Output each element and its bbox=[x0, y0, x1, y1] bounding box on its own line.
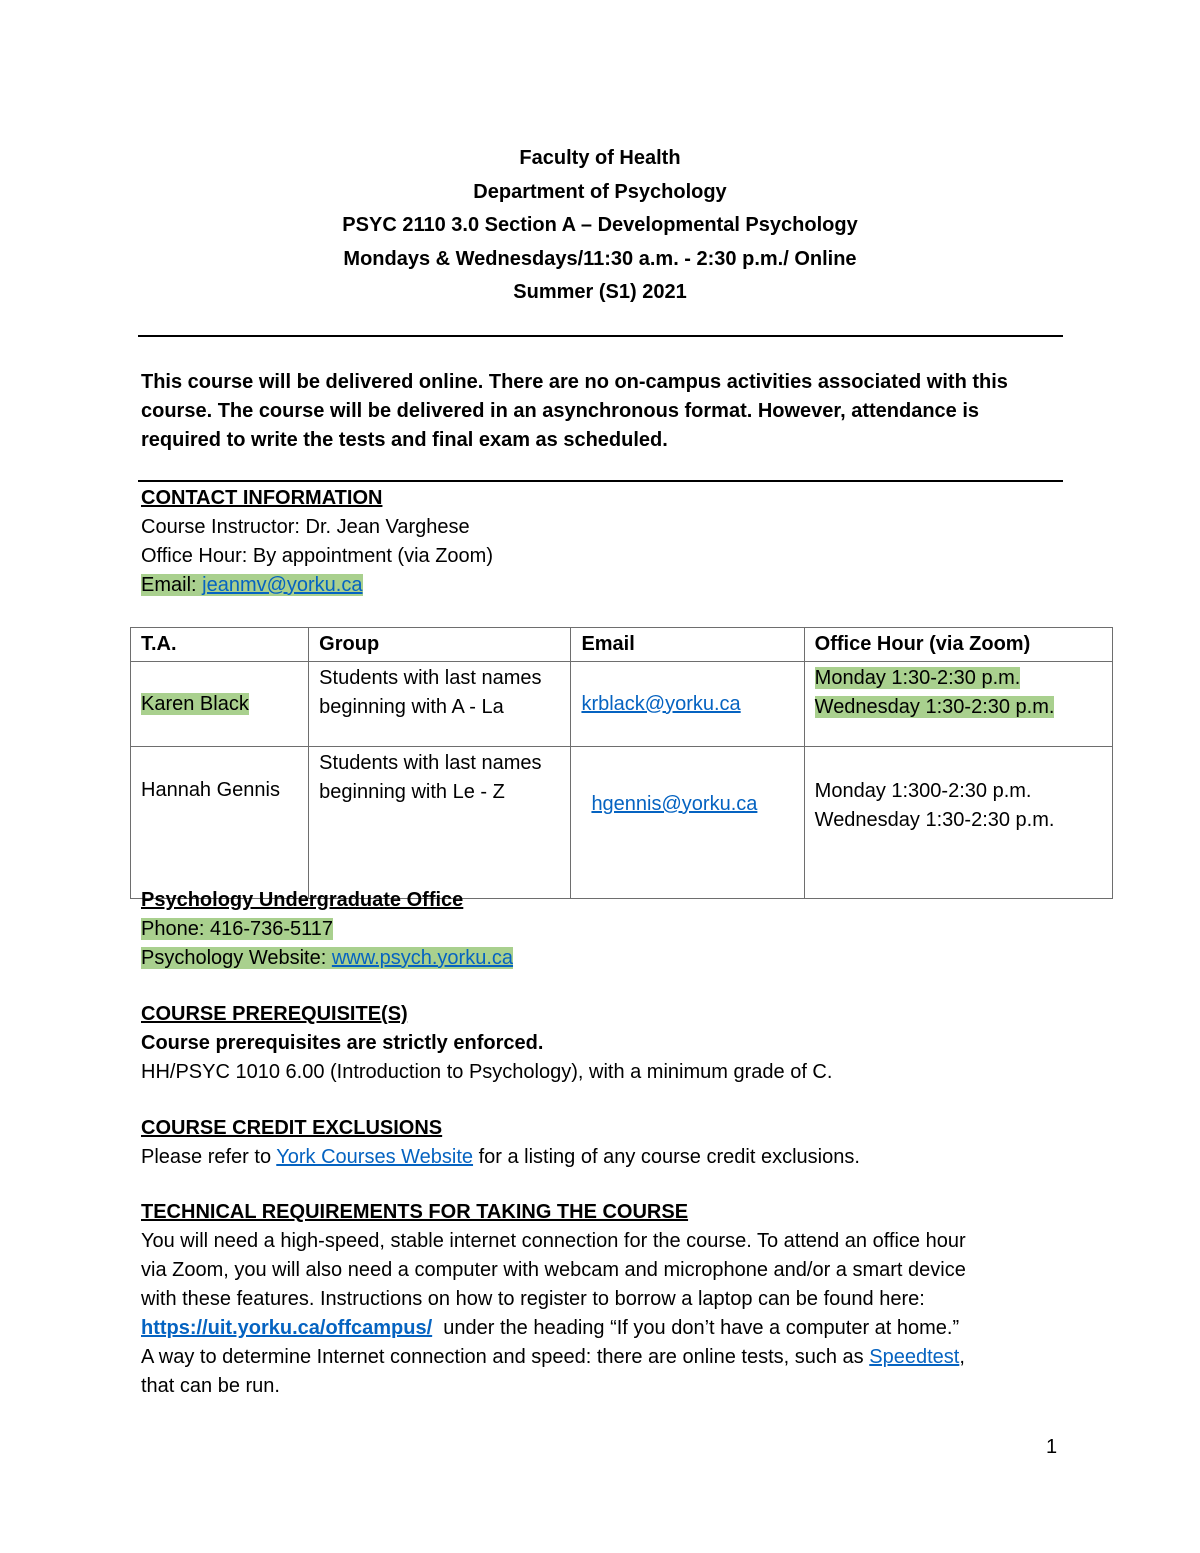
phone-line: Phone: 416-736-5117 bbox=[141, 918, 334, 940]
prereq-heading: COURSE PREREQUISITE(S) bbox=[141, 1003, 408, 1025]
page-number: 1 bbox=[1046, 1436, 1058, 1458]
col-header-group: Group bbox=[309, 628, 571, 662]
course-schedule: Mondays & Wednesdays/11:30 a.m. - 2:30 p.m./ Online bbox=[343, 247, 857, 270]
divider-top bbox=[138, 335, 1063, 337]
email-line bbox=[141, 571, 1071, 600]
hours-line: Monday 1:30-2:30 p.m. bbox=[814, 667, 1021, 689]
psych-website-link[interactable]: www.psych.yorku.ca bbox=[331, 947, 514, 969]
prereq-section bbox=[141, 1000, 1071, 1087]
technical-line: via Zoom, you will also need a computer with webcam and microphone and/or a smart device bbox=[141, 1259, 966, 1281]
exclusions-section bbox=[141, 1114, 1071, 1172]
technical-line bbox=[141, 1314, 1071, 1343]
table-row bbox=[131, 662, 1113, 747]
email-cell bbox=[571, 662, 804, 747]
exclusions-text-before: Please refer to bbox=[141, 1146, 277, 1168]
col-header-office-hour: Office Hour (via Zoom) bbox=[804, 628, 1112, 662]
offcampus-link[interactable]: https://uit.yorku.ca/offcampus/ bbox=[141, 1317, 433, 1339]
ta-table-header-row bbox=[131, 628, 1113, 662]
psych-office-section bbox=[141, 886, 1071, 973]
office-hour-line: Office Hour: By appointment (via Zoom) bbox=[141, 545, 493, 567]
course-term: Summer (S1) 2021 bbox=[513, 281, 687, 303]
speed-text-after: , bbox=[959, 1346, 965, 1368]
prereq-detail: HH/PSYC 1010 6.00 (Introduction to Psychology), with a minimum grade of C. bbox=[141, 1061, 833, 1083]
department-title: Department of Psychology bbox=[473, 180, 727, 203]
york-courses-link[interactable]: York Courses Website bbox=[276, 1146, 474, 1168]
course-header bbox=[0, 142, 1200, 310]
faculty-title: Faculty of Health bbox=[519, 147, 681, 169]
hours-line: Wednesday 1:30-2:30 p.m. bbox=[814, 809, 1055, 831]
ta-email-link[interactable]: hgennis@yorku.ca bbox=[591, 793, 758, 815]
hours-line: Wednesday 1:30-2:30 p.m. bbox=[814, 696, 1055, 718]
website-label: Psychology Website: bbox=[141, 947, 332, 969]
ta-name: Karen Black bbox=[141, 692, 249, 715]
exclusions-text-after: for a listing of any course credit exclusions. bbox=[473, 1146, 860, 1168]
ta-name: Hannah Gennis bbox=[141, 779, 280, 801]
psych-office-heading: Psychology Undergraduate Office bbox=[141, 889, 464, 911]
hours-cell bbox=[804, 662, 1112, 747]
speed-text-before: A way to determine Internet connection and speed: there are online tests, such as bbox=[141, 1346, 870, 1368]
group-cell bbox=[309, 662, 571, 747]
group-cell bbox=[309, 747, 571, 899]
group-line: beginning with A - La bbox=[319, 696, 504, 718]
prereq-enforced: Course prerequisites are strictly enforced. bbox=[141, 1032, 544, 1054]
contact-heading: CONTACT INFORMATION bbox=[141, 487, 383, 509]
course-title: PSYC 2110 3.0 Section A – Developmental Psychology bbox=[342, 214, 858, 236]
delivery-notice: This course will be delivered online. There are no on-campus activities associated with this course. The course will be delivered in an asynchronous format. However, attendance is required to write the tests and final exam as scheduled. bbox=[141, 371, 1008, 451]
group-line: Students with last names bbox=[319, 752, 542, 774]
ta-name-cell bbox=[131, 662, 309, 747]
ta-name-cell bbox=[131, 747, 309, 899]
email-cell bbox=[571, 747, 804, 899]
divider-bottom bbox=[138, 480, 1063, 482]
speedtest-link[interactable]: Speedtest bbox=[869, 1346, 960, 1368]
technical-line bbox=[141, 1343, 1071, 1372]
ta-table bbox=[130, 627, 1113, 899]
technical-section bbox=[141, 1198, 1071, 1401]
technical-line-after: under the heading “If you don’t have a computer at home.” bbox=[432, 1317, 960, 1339]
exclusions-heading: COURSE CREDIT EXCLUSIONS bbox=[141, 1117, 443, 1139]
group-line: Students with last names bbox=[319, 667, 542, 689]
hours-cell bbox=[804, 747, 1112, 899]
hours-line: Monday 1:300-2:30 p.m. bbox=[814, 780, 1032, 802]
instructor-line: Course Instructor: Dr. Jean Varghese bbox=[141, 516, 470, 538]
instructor-email-link[interactable]: jeanmv@yorku.ca bbox=[202, 574, 363, 596]
table-row bbox=[131, 747, 1113, 899]
technical-heading: TECHNICAL REQUIREMENTS FOR TAKING THE COURSE bbox=[141, 1201, 689, 1223]
col-header-ta: T.A. bbox=[131, 628, 309, 662]
email-label: Email: bbox=[141, 574, 203, 596]
group-line: beginning with Le - Z bbox=[319, 781, 505, 803]
col-header-email: Email bbox=[571, 628, 804, 662]
exclusions-text bbox=[141, 1143, 1071, 1172]
contact-section bbox=[141, 484, 1071, 600]
ta-email-link[interactable]: krblack@yorku.ca bbox=[581, 692, 741, 715]
technical-line: that can be run. bbox=[141, 1375, 280, 1397]
technical-line: with these features. Instructions on how to register to borrow a laptop can be found here: bbox=[141, 1288, 925, 1310]
technical-line: You will need a high-speed, stable internet connection for the course. To attend an office hour bbox=[141, 1230, 966, 1252]
